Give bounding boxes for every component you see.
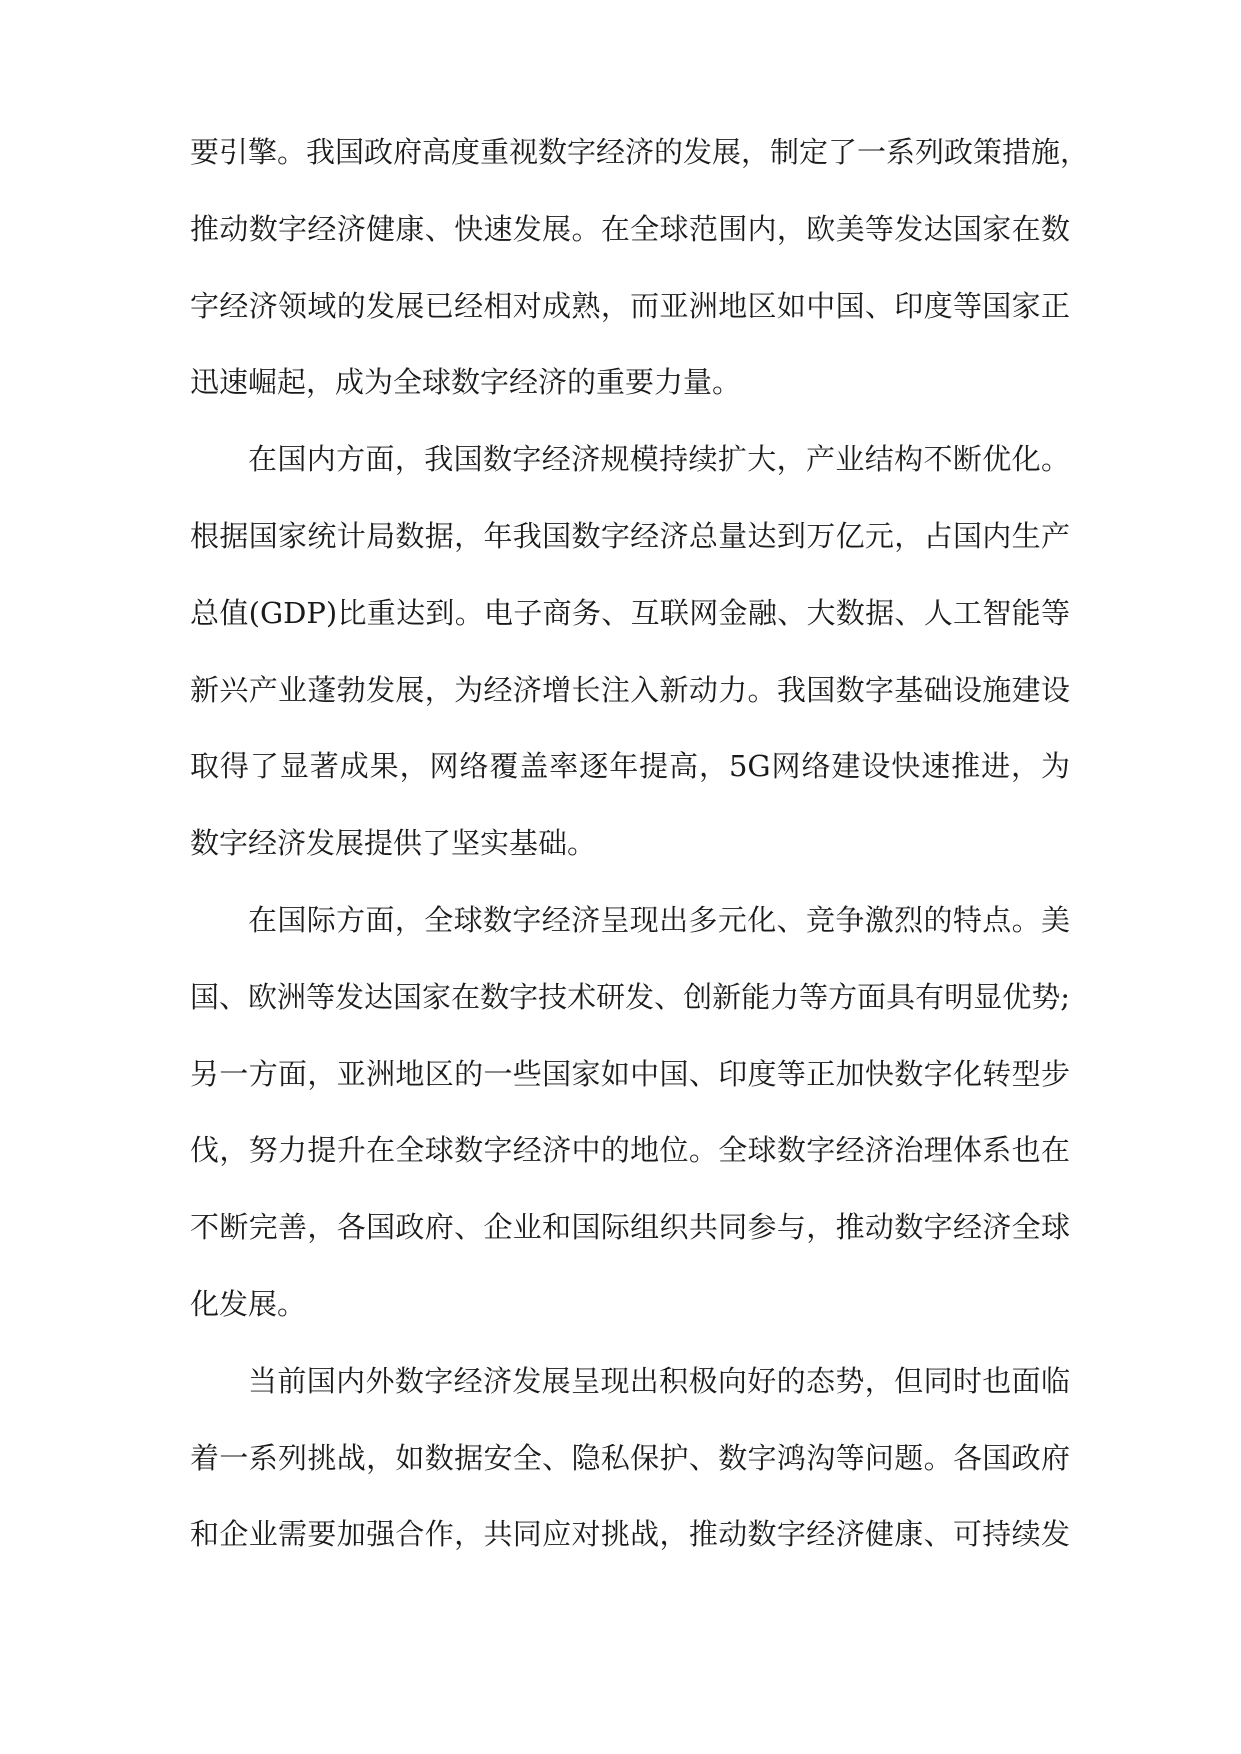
text-line: 国、欧洲等发达国家在数字技术研发、创新能力等方面具有明显优势; xyxy=(190,979,1070,1014)
text-line: 化发展。 xyxy=(190,1286,307,1321)
text-line: 另一方面，亚洲地区的一些国家如中国、印度等正加快数字化转型步 xyxy=(190,1056,1070,1091)
text-line: 数字经济发展提供了坚实基础。 xyxy=(190,826,597,861)
body-text xyxy=(190,114,1090,1573)
text-line: 和企业需要加强合作，共同应对挑战，推动数字经济健康、可持续发 xyxy=(190,1517,1070,1552)
text-line: 迅速崛起，成为全球数字经济的重要力量。 xyxy=(190,365,742,400)
text-line: 不断完善，各国政府、企业和国际组织共同参与，推动数字经济全球 xyxy=(190,1210,1070,1245)
paragraph-first-line: 在国内方面，我国数字经济规模持续扩大，产业结构不断优化。 xyxy=(248,442,1070,477)
text-line: 总值(GDP)比重达到。电子商务、互联网金融、大数据、人工智能等 xyxy=(190,595,1070,630)
text-line: 根据国家统计局数据，年我国数字经济总量达到万亿元，占国内生产 xyxy=(190,518,1070,553)
text-line: 要引擎。我国政府高度重视数字经济的发展，制定了一系列政策措施， xyxy=(190,135,1090,169)
text-line: 推动数字经济健康、快速发展。在全球范围内，欧美等发达国家在数 xyxy=(190,211,1070,246)
text-line: 着一系列挑战，如数据安全、隐私保护、数字鸿沟等问题。各国政府 xyxy=(190,1440,1070,1475)
text-line: 取得了显著成果，网络覆盖率逐年提高，5G网络建设快速推进，为 xyxy=(190,749,1070,784)
text-line: 字经济领域的发展已经相对成熟，而亚洲地区如中国、印度等国家正 xyxy=(190,288,1070,323)
text-line: 新兴产业蓬勃发展，为经济增长注入新动力。我国数字基础设施建设 xyxy=(190,672,1070,707)
paragraph-first-line: 当前国内外数字经济发展呈现出积极向好的态势，但同时也面临 xyxy=(248,1363,1070,1398)
paragraph-first-line: 在国际方面，全球数字经济呈现出多元化、竞争激烈的特点。美 xyxy=(248,902,1070,937)
text-line: 伐，努力提升在全球数字经济中的地位。全球数字经济治理体系也在 xyxy=(190,1133,1070,1168)
